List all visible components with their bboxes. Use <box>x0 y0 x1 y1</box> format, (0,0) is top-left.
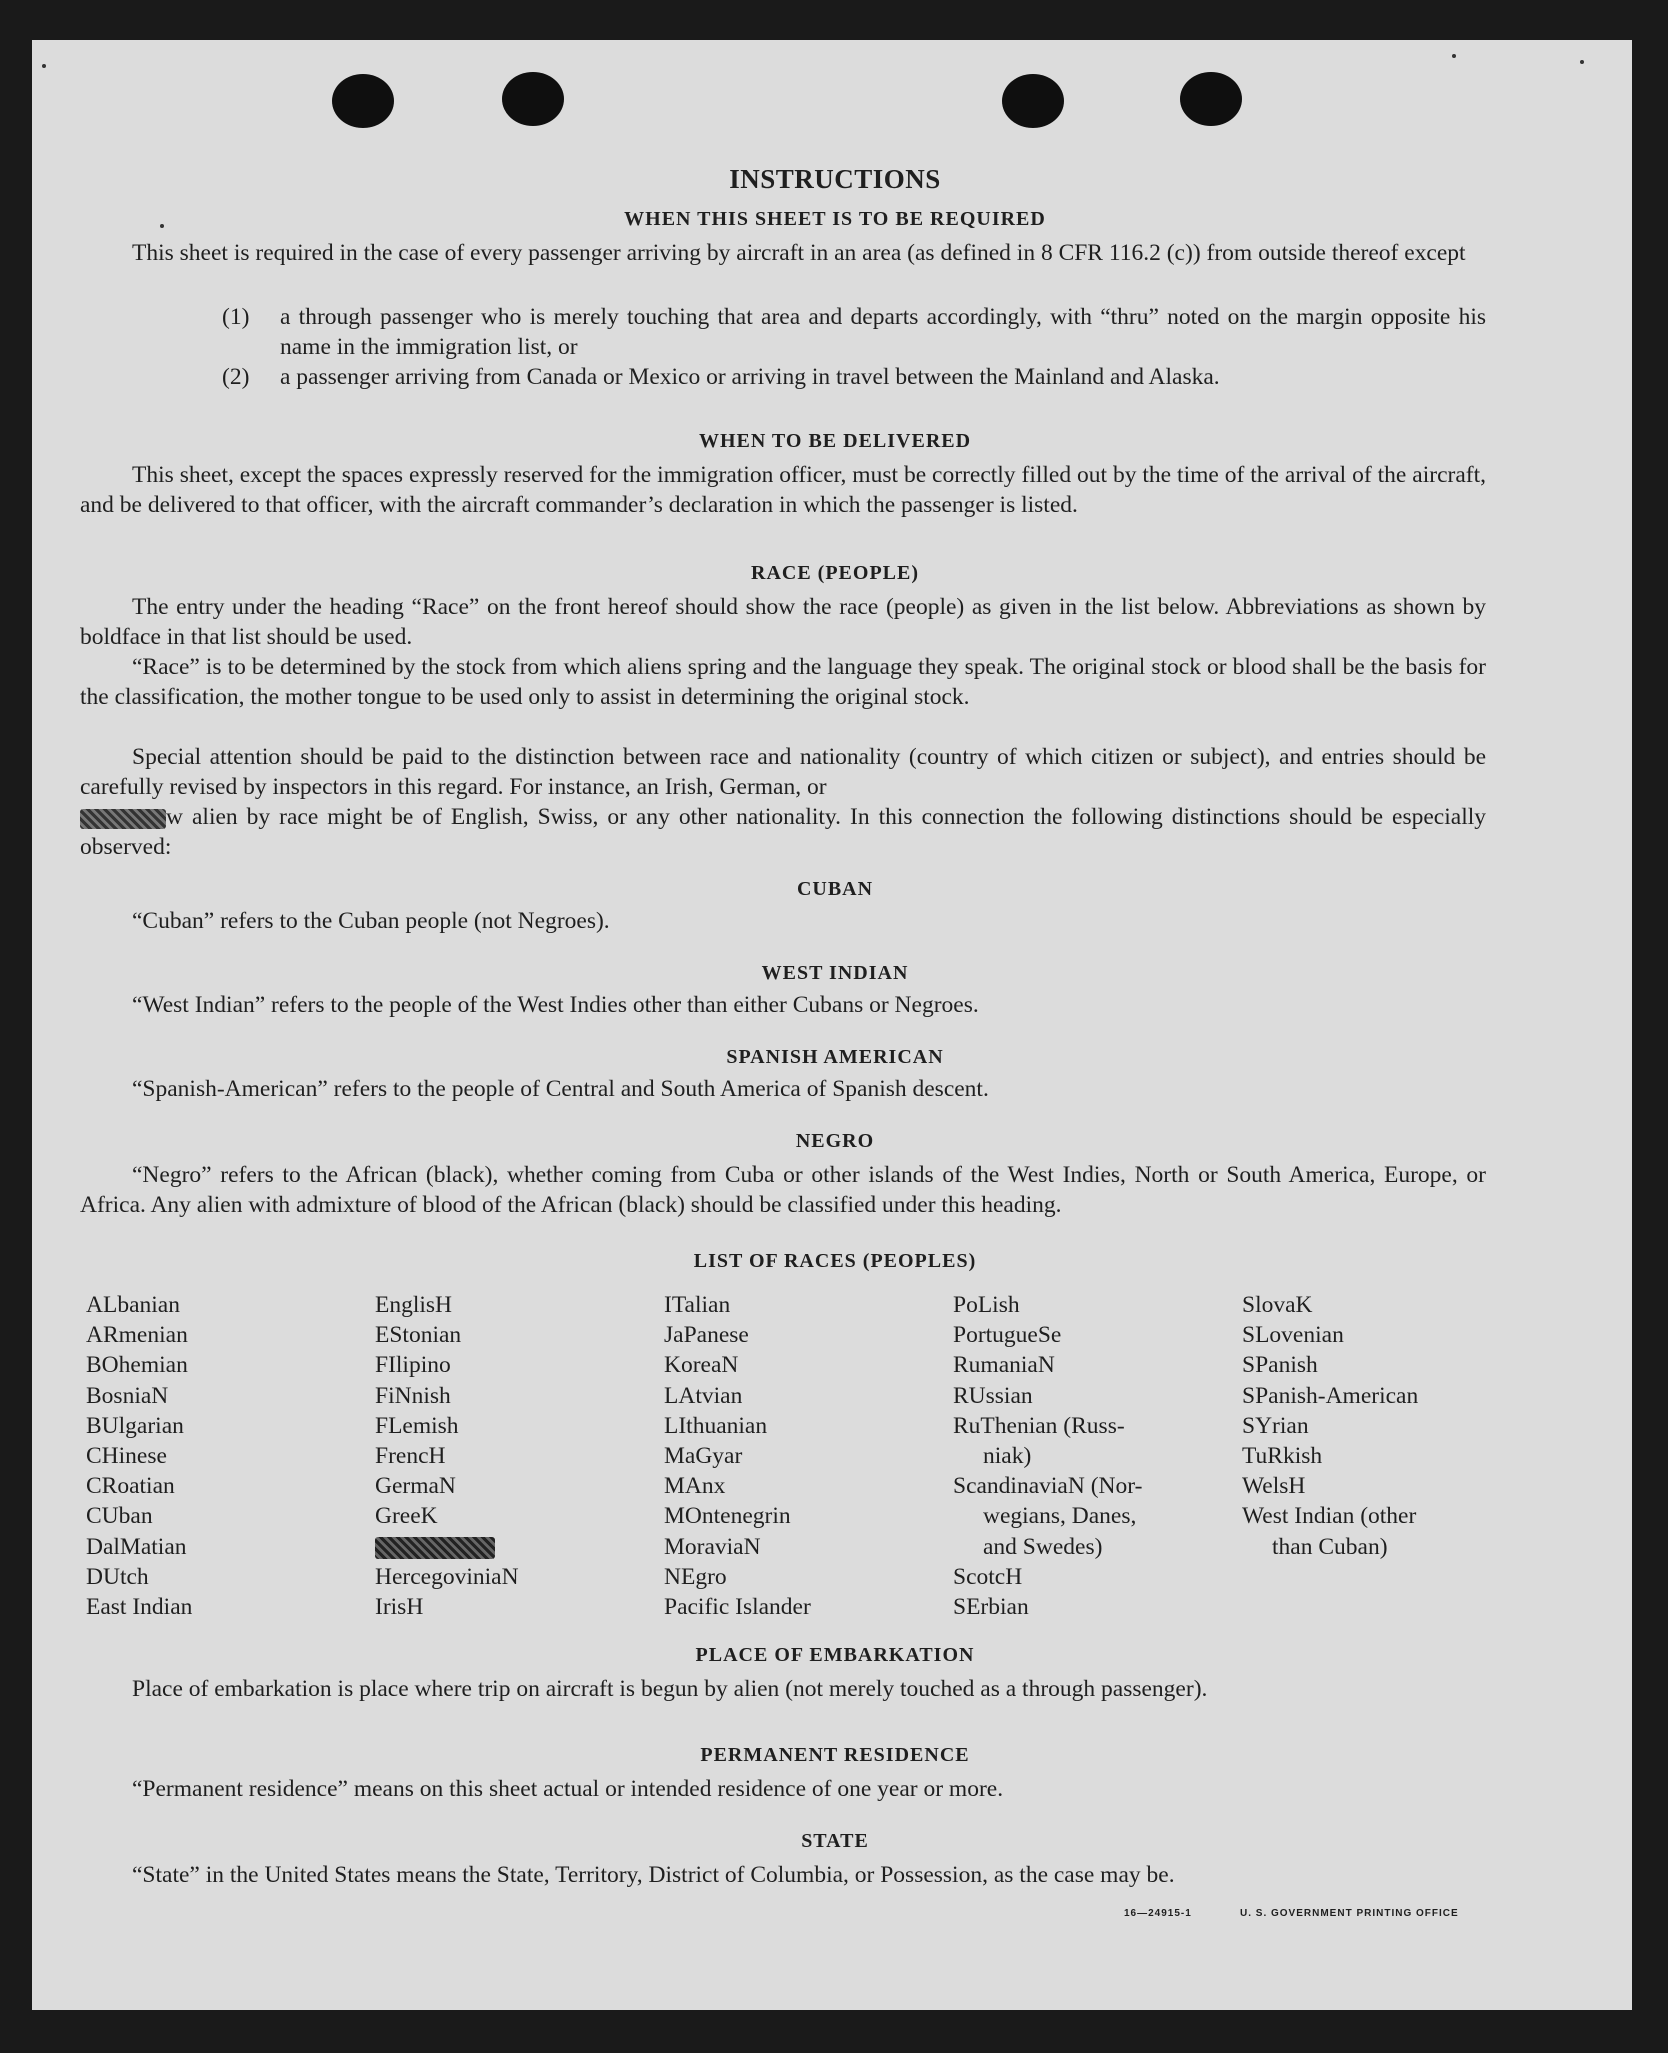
list-item <box>222 302 1486 362</box>
list-item-text: a through passenger who is merely touching that area and departs accordingly, with “thru” noted on the margin opposite his name in the immigration list, or <box>280 304 1486 360</box>
section-heading: CUBAN <box>796 878 874 900</box>
race-item: FrencH <box>375 1443 446 1470</box>
race-item: MOntenegrin <box>664 1503 791 1530</box>
race-item: ARmenian <box>86 1322 188 1349</box>
race-item-continued: and Swedes) <box>983 1533 1103 1560</box>
list-number: (1) <box>222 304 250 330</box>
paragraph: This sheet is required in the case of every passenger arriving by aircraft in an area (as defined in 8 CFR 116.2 (c)) from outside thereof except <box>132 240 1466 266</box>
paragraph: “State” in the United States means the State, Territory, District of Columbia, or Possession, as the case may be. <box>132 1862 1175 1888</box>
race-item-continued: niak) <box>983 1443 1032 1470</box>
race-item: ITalian <box>664 1292 731 1318</box>
paragraph: This sheet, except the spaces expressly reserved for the immigration officer, must be correctly filled out by the time of the arrival of the aircraft, and be delivered to that officer, with the aircraft commander’s declaration in which the passenger is listed. <box>80 462 1486 518</box>
race-item: FiNnish <box>375 1382 451 1409</box>
footer-form-code: 16—24915-1 <box>1124 1908 1192 1919</box>
section-heading: RACE (PEOPLE) <box>751 562 919 584</box>
race-item: GreeK <box>375 1503 438 1530</box>
race-item: CUban <box>86 1503 153 1530</box>
race-item: SPanish <box>1242 1352 1318 1379</box>
paragraph: “Cuban” refers to the Cuban people (not Negroes). <box>132 908 610 934</box>
race-item: BOhemian <box>86 1352 188 1379</box>
speck <box>1452 54 1456 58</box>
race-item: WelsH <box>1242 1473 1306 1500</box>
paragraph: Special attention should be paid to the distinction between race and nationality (country of which citizen or subject), and entries should be carefully revised by inspectors in this regard. For instance, an Irish, German, or <box>80 744 1486 800</box>
section-heading: PLACE OF EMBARKATION <box>695 1644 975 1666</box>
section-heading: STATE <box>801 1830 869 1852</box>
section-heading: WEST INDIAN <box>761 962 909 984</box>
section-heading: PERMANENT RESIDENCE <box>700 1744 970 1766</box>
paragraph: Place of embarkation is place where trip on aircraft is begun by alien (not merely touched as a through passenger). <box>132 1676 1208 1702</box>
list-item-text: a passenger arriving from Canada or Mexico or arriving in travel between the Mainland and Alaska. <box>280 364 1220 390</box>
race-item: West Indian (other <box>1242 1503 1417 1530</box>
race-item: FIlipino <box>375 1352 451 1379</box>
race-item: HercegoviniaN <box>375 1563 519 1590</box>
race-item: FLemish <box>375 1412 459 1439</box>
paragraph: “Permanent residence” means on this sheet actual or intended residence of one year or more. <box>132 1776 1004 1802</box>
section-heading: SPANISH AMERICAN <box>726 1046 944 1068</box>
race-item: SlovaK <box>1242 1292 1313 1318</box>
paragraph: “West Indian” refers to the people of the West Indies other than either Cubans or Negroes. <box>132 992 979 1018</box>
punch-hole <box>1002 74 1064 128</box>
race-item: JaPanese <box>664 1322 749 1349</box>
speck <box>42 64 46 68</box>
race-item-continued: wegians, Danes, <box>983 1503 1137 1530</box>
race-column-1 <box>86 1290 192 1622</box>
race-item: IrisH <box>375 1594 424 1621</box>
race-item: PortugueSe <box>953 1322 1062 1349</box>
section-heading: WHEN TO BE DELIVERED <box>698 430 972 452</box>
race-item: NEgro <box>664 1563 727 1590</box>
race-item: Pacific Islander <box>664 1594 811 1621</box>
race-item: RumaniaN <box>953 1352 1055 1379</box>
race-column-5 <box>1242 1290 1418 1562</box>
race-item: ALbanian <box>86 1292 180 1318</box>
paragraph: The entry under the heading “Race” on the front hereof should show the race (people) as given in the list below. Abbreviations as shown by boldface in that list should be used. <box>80 594 1486 650</box>
race-item: KoreaN <box>664 1352 739 1379</box>
punch-hole <box>332 74 394 128</box>
race-item: BUlgarian <box>86 1412 184 1439</box>
paragraph: “Negro” refers to the African (black), whether coming from Cuba or other islands of the West Indies, North or South America, Europe, or Africa. Any alien with admixture of blood of the African (black) should be classified under this heading. <box>80 1162 1486 1218</box>
section-heading: LIST OF RACES (PEOPLES) <box>693 1250 977 1272</box>
race-item: SErbian <box>953 1594 1029 1621</box>
race-item: DUtch <box>86 1563 149 1590</box>
race-item: SLovenian <box>1242 1322 1344 1349</box>
punch-hole <box>502 72 564 126</box>
page-title: INSTRUCTIONS <box>729 164 941 194</box>
race-column-3 <box>664 1290 811 1622</box>
race-item: RUssian <box>953 1382 1033 1409</box>
race-item: DalMatian <box>86 1533 187 1560</box>
speck <box>1580 60 1584 64</box>
race-item: GermaN <box>375 1473 456 1500</box>
list-number: (2) <box>222 364 250 390</box>
paragraph: “Spanish-American” refers to the people of Central and South America of Spanish descent. <box>132 1076 989 1102</box>
race-item: ScotcH <box>953 1563 1023 1590</box>
section-heading: WHEN THIS SHEET IS TO BE REQUIRED <box>624 208 1046 230</box>
redaction-mark <box>80 809 166 829</box>
race-item: MAnx <box>664 1473 726 1500</box>
race-item: EStonian <box>375 1322 462 1349</box>
race-item-continued: than Cuban) <box>1272 1533 1388 1560</box>
document-page <box>32 40 1632 2010</box>
redaction-mark <box>375 1532 519 1562</box>
race-item: SPanish-American <box>1242 1382 1419 1409</box>
race-item: ScandinaviaN (Nor- <box>953 1473 1143 1500</box>
section-heading: NEGRO <box>795 1130 875 1152</box>
race-column-4 <box>953 1290 1142 1622</box>
race-item: PoLish <box>953 1292 1020 1318</box>
race-item: SYrian <box>1242 1412 1309 1439</box>
paragraph: “Race” is to be determined by the stock from which aliens spring and the language they speak. The original stock or blood shall be the basis for the classification, the mother tongue to be used only to assist in determining the original stock. <box>80 654 1486 710</box>
paragraph <box>80 802 1486 862</box>
race-item: RuThenian (Russ- <box>953 1412 1125 1439</box>
race-item: MaGyar <box>664 1443 743 1470</box>
paragraph-text: w alien by race might be of English, Swiss, or any other nationality. In this connection the following distinctions should be especially observed: <box>80 804 1486 860</box>
race-column-2 <box>375 1290 519 1622</box>
race-item: CHinese <box>86 1443 167 1470</box>
race-item: LAtvian <box>664 1382 743 1409</box>
race-item: East Indian <box>86 1594 193 1621</box>
race-item: TuRkish <box>1242 1443 1323 1470</box>
race-item: MoraviaN <box>664 1533 761 1560</box>
race-item: CRoatian <box>86 1473 175 1500</box>
footer-printer: U. S. GOVERNMENT PRINTING OFFICE <box>1240 1908 1459 1919</box>
list-item <box>222 362 1486 392</box>
race-item: LIthuanian <box>664 1412 768 1439</box>
race-item: BosniaN <box>86 1382 169 1409</box>
punch-hole <box>1180 72 1242 126</box>
race-item: EnglisH <box>375 1292 453 1318</box>
